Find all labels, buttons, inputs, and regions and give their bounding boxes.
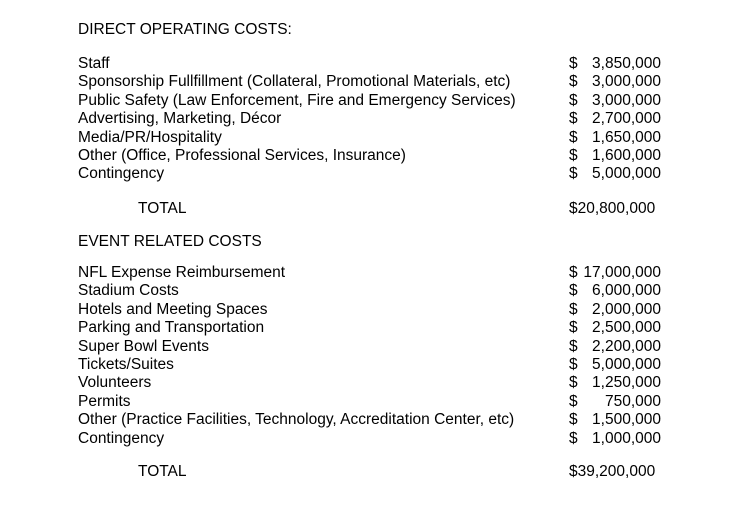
cost-label: Super Bowl Events <box>78 337 209 355</box>
cost-label: Hotels and Meeting Spaces <box>78 300 268 318</box>
cost-label: Parking and Transportation <box>78 319 265 337</box>
event-cost-row <box>78 338 663 356</box>
cost-label: Sponsorship Fullfillment (Collateral, Promotional Materials, etc) <box>78 73 511 91</box>
currency-symbol: $ <box>569 355 578 373</box>
amount-value: 2,000,000 <box>592 300 661 318</box>
currency-symbol: $ <box>569 282 578 300</box>
event-cost-row <box>78 356 663 374</box>
amount-value: 17,000,000 <box>583 264 661 281</box>
currency-symbol: $ <box>569 165 578 183</box>
currency-symbol: $ <box>569 300 578 318</box>
event-cost-row <box>78 301 663 319</box>
direct-cost-row <box>78 147 663 165</box>
amount-value: 6,000,000 <box>592 282 661 300</box>
currency-symbol: $ <box>569 55 578 72</box>
cost-label: Contingency <box>78 429 165 447</box>
direct-costs-list <box>78 55 663 184</box>
currency-symbol: $ <box>569 264 578 281</box>
event-costs-list <box>78 264 663 448</box>
direct-cost-row <box>78 110 663 128</box>
direct-cost-row <box>78 165 663 183</box>
amount-value: 1,650,000 <box>592 128 661 146</box>
amount-value: 1,250,000 <box>592 374 661 392</box>
cost-label: NFL Expense Reimbursement <box>78 264 286 281</box>
currency-symbol: $ <box>569 429 578 447</box>
amount-value: 5,000,000 <box>592 355 661 373</box>
event-cost-row <box>78 374 663 392</box>
amount-value: 2,200,000 <box>592 337 661 355</box>
total-label: TOTAL <box>138 200 187 217</box>
event-cost-row <box>78 430 663 448</box>
event-cost-row <box>78 319 663 337</box>
amount-value: 1,500,000 <box>592 411 661 429</box>
cost-label: Staff <box>78 55 110 72</box>
amount-value: 1,000,000 <box>592 429 661 447</box>
direct-costs-total-row <box>78 200 663 218</box>
event-costs-total-row <box>78 463 663 481</box>
cost-label: Advertising, Marketing, Décor <box>78 110 282 128</box>
currency-symbol: $ <box>569 392 578 410</box>
cost-label: Public Safety (Law Enforcement, Fire and Emergency Services) <box>78 91 516 109</box>
amount-value: 750,000 <box>604 392 661 410</box>
direct-cost-row <box>78 92 663 110</box>
direct-cost-row <box>78 55 663 73</box>
event-costs-heading: EVENT RELATED COSTS <box>78 233 262 250</box>
currency-symbol: $ <box>569 110 578 128</box>
currency-symbol: $ <box>569 146 578 164</box>
cost-label: Stadium Costs <box>78 282 179 300</box>
cost-label: Media/PR/Hospitality <box>78 128 222 146</box>
total-label: TOTAL <box>138 463 187 480</box>
cost-label: Contingency <box>78 165 165 183</box>
currency-symbol: $ <box>569 374 578 392</box>
amount-value: 1,600,000 <box>592 146 661 164</box>
cost-label: Other (Practice Facilities, Technology, Accreditation Center, etc) <box>78 411 515 429</box>
currency-symbol: $ <box>569 91 578 109</box>
cost-label: Other (Office, Professional Services, Insurance) <box>78 146 406 164</box>
currency-symbol: $ <box>569 411 578 429</box>
total-amount: $39,200,000 <box>569 463 656 480</box>
amount-value: 2,700,000 <box>592 110 661 128</box>
event-cost-row <box>78 264 663 282</box>
amount-value: 2,500,000 <box>592 319 661 337</box>
amount-value: 3,000,000 <box>592 91 661 109</box>
cost-label: Tickets/Suites <box>78 355 174 373</box>
direct-cost-row <box>78 129 663 147</box>
currency-symbol: $ <box>569 73 578 91</box>
amount-value: 3,850,000 <box>592 55 661 72</box>
direct-cost-row <box>78 73 663 91</box>
event-cost-row <box>78 393 663 411</box>
currency-symbol: $ <box>569 128 578 146</box>
direct-costs-heading: DIRECT OPERATING COSTS: <box>78 21 292 38</box>
amount-value: 3,000,000 <box>592 73 661 91</box>
currency-symbol: $ <box>569 319 578 337</box>
cost-label: Volunteers <box>78 374 152 392</box>
cost-label: Permits <box>78 392 131 410</box>
currency-symbol: $ <box>569 337 578 355</box>
event-cost-row <box>78 282 663 300</box>
total-amount: $20,800,000 <box>569 200 656 217</box>
event-cost-row <box>78 411 663 429</box>
amount-value: 5,000,000 <box>592 165 661 183</box>
